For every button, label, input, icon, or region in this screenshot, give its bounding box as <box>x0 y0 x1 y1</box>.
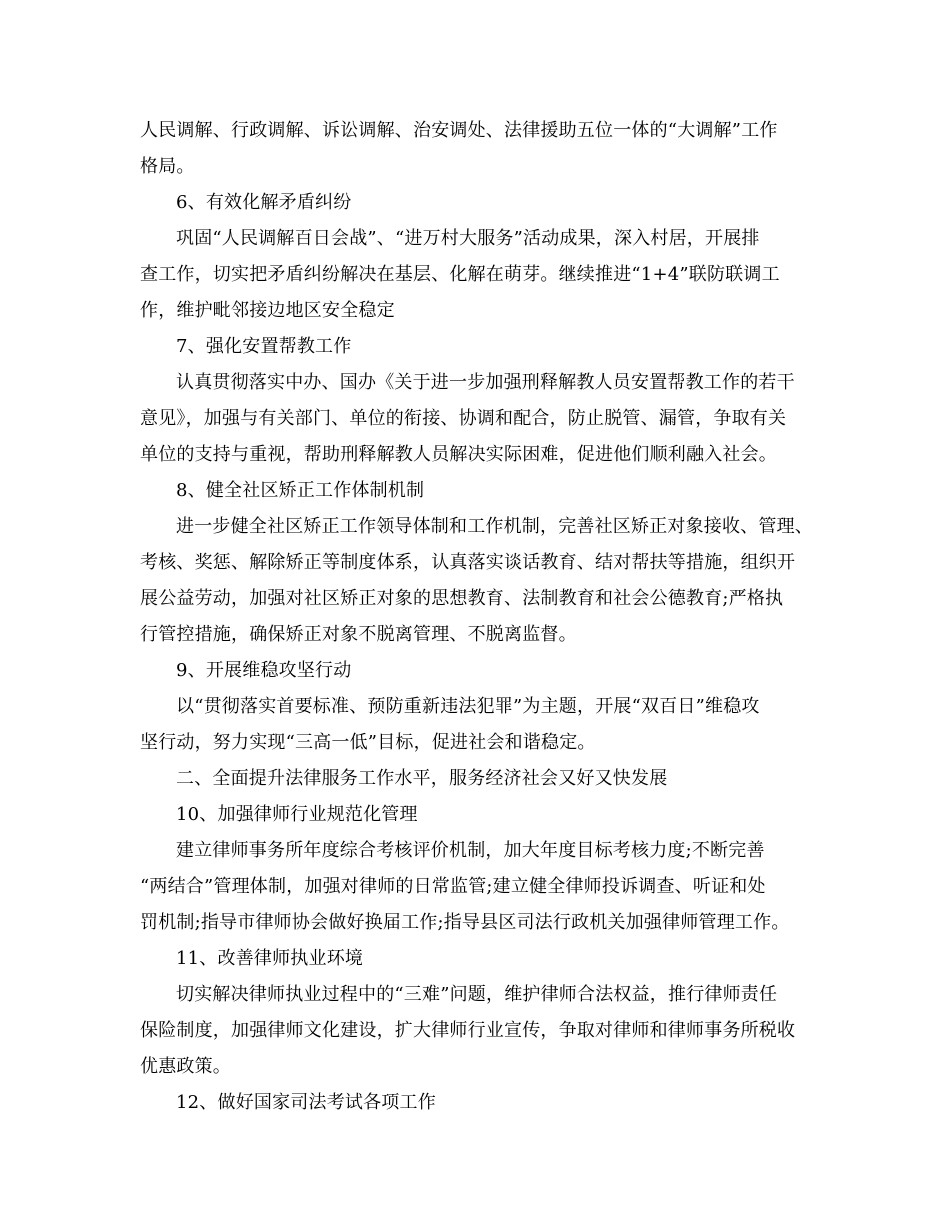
section-heading: 12、做好国家司法考试各项工作 <box>176 1092 436 1113</box>
text-line: 切实解决律师执业过程中的“三难”问题，维护律师合法权益，推行律师责任 <box>176 984 778 1005</box>
section-heading: 10、加强律师行业规范化管理 <box>176 804 418 825</box>
text-line: 单位的支持与重视，帮助刑释解教人员解决实际困难，促进他们顺利融入社会。 <box>140 444 777 465</box>
text-line: 巩固“人民调解百日会战”、“进万村大服务”活动成果，深入村居，开展排 <box>176 228 760 249</box>
text-line: 坚行动，努力实现“三高一低”目标，促进社会和谐稳定。 <box>140 732 596 753</box>
text-line: 认真贯彻落实中办、国办《关于进一步加强刑释解教人员安置帮教工作的若干 <box>176 372 795 393</box>
section-heading: 7、强化安置帮教工作 <box>176 336 352 357</box>
text-line: 优惠政策。 <box>140 1056 231 1077</box>
text-line: 行管控措施，确保矫正对象不脱离管理、不脱离监督。 <box>140 624 577 645</box>
section-heading: 11、改善律师执业环境 <box>176 948 364 969</box>
text-line: 保险制度，加强律师文化建设，扩大律师行业宣传，争取对律师和律师事务所税收 <box>140 1020 796 1041</box>
text-line: 意见》，加强与有关部门、单位的衔接、协调和配合，防止脱管、漏管，争取有关 <box>140 408 787 429</box>
text-line: “两结合”管理体制，加强对律师的日常监管;建立健全律师投诉调查、听证和处 <box>140 876 766 897</box>
text-line: 考核、奖惩、解除矫正等制度体系，认真落实谈话教育、结对帮扶等措施，组织开 <box>140 552 796 573</box>
text-line: 罚机制;指导市律师协会做好换届工作;指导县区司法行政机关加强律师管理工作。 <box>140 912 790 933</box>
text-line: 查工作，切实把矛盾纠纷解决在基层、化解在萌芽。继续推进“1+4”联防联调工 <box>140 264 780 285</box>
section-heading: 9、开展维稳攻坚行动 <box>176 660 352 681</box>
text-line: 进一步健全社区矫正工作领导体制和工作机制，完善社区矫正对象接收、管理、 <box>176 516 813 537</box>
section-heading: 6、有效化解矛盾纠纷 <box>176 192 352 213</box>
text-line: 格局。 <box>140 156 195 177</box>
text-line: 人民调解、行政调解、诉讼调解、治安调处、法律援助五位一体的“大调解”工作 <box>140 120 778 141</box>
text-line: 以“贯彻落实首要标准、预防重新违法犯罪”为主题，开展“双百日”维稳攻 <box>176 696 760 717</box>
chapter-heading: 二、全面提升法律服务工作水平，服务经济社会又好又快发展 <box>176 768 668 789</box>
section-heading: 8、健全社区矫正工作体制机制 <box>176 480 425 501</box>
text-line: 作，维护毗邻接边地区安全稳定 <box>140 300 395 321</box>
text-line: 展公益劳动，加强对社区矫正对象的思想教育、法制教育和社会公德教育;严格执 <box>140 588 784 609</box>
text-line: 建立律师事务所年度综合考核评价机制，加大年度目标考核力度;不断完善 <box>176 840 765 861</box>
